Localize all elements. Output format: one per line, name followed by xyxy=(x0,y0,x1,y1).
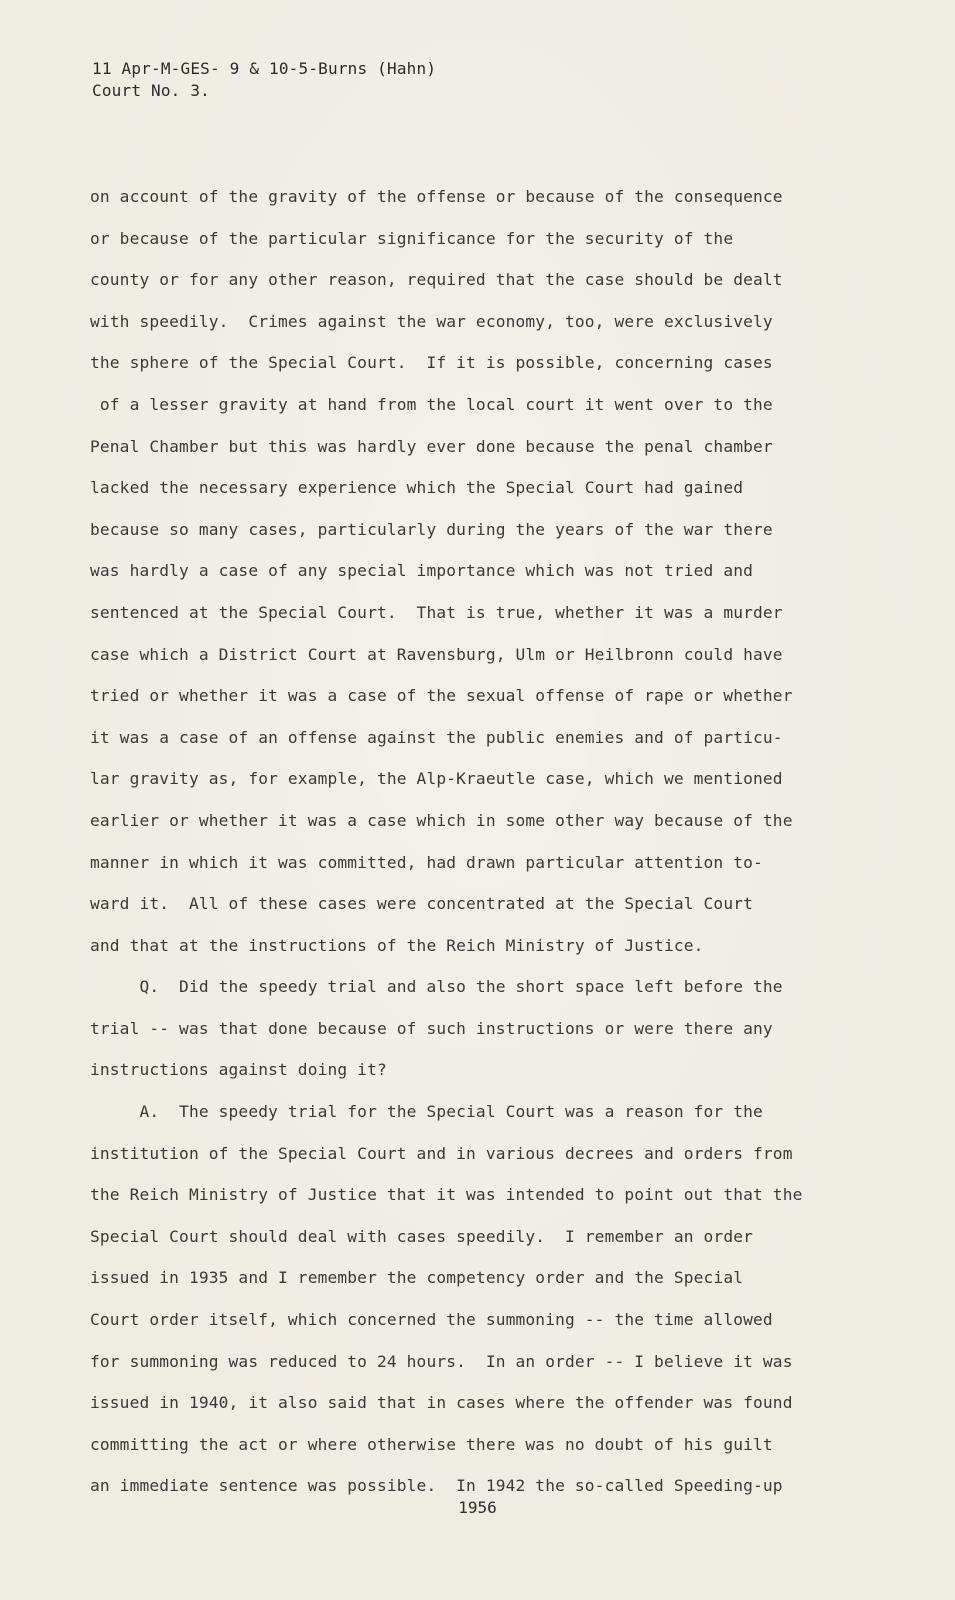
text-line: the sphere of the Special Court. If it is possible, concerning cases xyxy=(90,353,773,373)
text-line: Court order itself, which concerned the summoning -- the time allowed xyxy=(90,1310,773,1330)
text-line: ward it. All of these cases were concentrated at the Special Court xyxy=(90,894,754,914)
text-line: sentenced at the Special Court. That is true, whether it was a murder xyxy=(90,602,783,622)
text-line: on account of the gravity of the offense or because of the consequence xyxy=(90,187,783,206)
header-court-line: Court No. 3. xyxy=(92,81,210,100)
text-line: committing the act or where otherwise there was no doubt of his guilt xyxy=(90,1434,773,1454)
text-line: lacked the necessary experience which the Special Court had gained xyxy=(90,478,744,498)
text-line: tried or whether it was a case of the sexual offense of rape or whether xyxy=(90,686,793,706)
text-line: institution of the Special Court and in various decrees and orders from xyxy=(90,1143,793,1163)
page-number: 1956 xyxy=(458,1498,497,1517)
text-line: was hardly a case of any special importance which was not tried and xyxy=(90,561,754,581)
answer-line: A. The speedy trial for the Special Court was a reason for the xyxy=(90,1102,763,1122)
text-line: the Reich Ministry of Justice that it was intended to point out that the xyxy=(90,1185,803,1205)
text-line: issued in 1935 and I remember the competency order and the Special xyxy=(90,1268,744,1288)
text-line: with speedily. Crimes against the war economy, too, were exclusively xyxy=(90,311,773,331)
text-line: for summoning was reduced to 24 hours. In an order -- I believe it was xyxy=(90,1351,793,1371)
text-line: of a lesser gravity at hand from the local court it went over to the xyxy=(90,394,773,414)
text-line: lar gravity as, for example, the Alp-Kraeutle case, which we mentioned xyxy=(90,769,783,789)
text-line: trial -- was that done because of such instructions or were there any xyxy=(90,1018,773,1038)
text-line: Penal Chamber but this was hardly ever done because the penal chamber xyxy=(90,436,773,456)
question-line: Q. Did the speedy trial and also the short space left before the xyxy=(90,977,783,997)
text-line: or because of the particular significance for the security of the xyxy=(90,228,734,248)
transcript-body xyxy=(90,182,870,1513)
text-line: issued in 1940, it also said that in cases where the offender was found xyxy=(90,1393,793,1413)
text-line: and that at the instructions of the Reich Ministry of Justice. xyxy=(90,935,704,955)
text-line: instructions against doing it? xyxy=(90,1060,387,1080)
text-line: Special Court should deal with cases speedily. I remember an order xyxy=(90,1226,754,1246)
text-line: case which a District Court at Ravensburg, Ulm or Heilbronn could have xyxy=(90,644,783,664)
text-line: earlier or whether it was a case which in some other way because of the xyxy=(90,810,793,830)
text-line: an immediate sentence was possible. In 1942 the so-called Speeding-up xyxy=(90,1476,783,1496)
text-line: county or for any other reason, required that the case should be dealt xyxy=(90,270,783,290)
text-line: it was a case of an offense against the public enemies and of particu- xyxy=(90,727,783,747)
header-session-line: 11 Apr-M-GES- 9 & 10-5-Burns (Hahn) xyxy=(92,59,437,78)
document-header xyxy=(92,58,436,102)
text-line: manner in which it was committed, had drawn particular attention to- xyxy=(90,852,763,872)
text-line: because so many cases, particularly during the years of the war there xyxy=(90,519,773,539)
